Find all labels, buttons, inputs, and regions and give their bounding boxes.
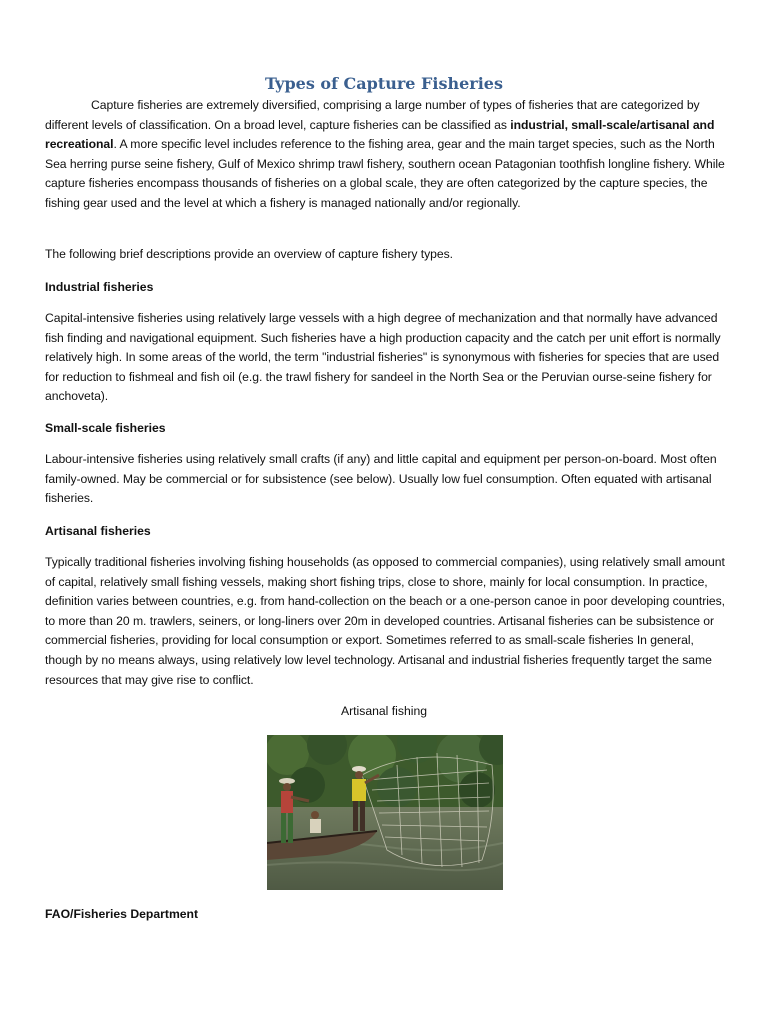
page-title: Types of Capture Fisheries: [265, 74, 503, 93]
section-text-artisanal: Typically traditional fisheries involving fishing households (as opposed to commercial companies), using relatively small amount of capital, relatively small fishing vessels, making short fishing trips, close to shore, mainly for local consumption. In practice, definition varies between countries, e.g. from hand-collection on the beach or a one-person canoe in poor developing countries, to more than 20 m. trawlers, seiners, or long-liners over 20m in developed countries. Artisanal fisheries can be subsistence or commercial fisheries, providing for local consumption or export. Sometimes referred to as small-scale fisheries In general, though by no means always, using relatively low level technology. Artisanal and industrial fisheries frequently target the same resources that may give rise to conflict.: [45, 555, 725, 687]
artisanal-fishing-photo: [267, 735, 503, 890]
figure-caption: Artisanal fishing: [340, 704, 428, 718]
source-footer: FAO/Fisheries Department: [45, 907, 199, 921]
intro-text-2: . A more specific level includes reference to the fishing area, gear and the main target species, such as the North Sea herring purse seine fishery, Gulf of Mexico shrimp trawl fishery, southern ocean Patagonian toothfish longline fishery. While capture fisheries encompass thousands of fisheries on a global scale, they are often categorized by the capture species, the fishing gear used and the level at which a fishery is managed nationally and/or regionally.: [45, 137, 725, 210]
section-text-industrial: Capital-intensive fisheries using relatively large vessels with a high degree of mechanization and that normally have advanced fish finding and navigational equipment. Such fisheries have a high production capacity and the catch per unit effort is normally relatively high. In some areas of the world, the term "industrial fisheries" is synonymous with fisheries for species that are used for reduction to fishmeal and fish oil (e.g. the trawl fishery for sandeel in the North Sea or the Peruvian ourse-seine fishery for anchoveta).: [45, 311, 721, 404]
intro-text-1: Capture fisheries are extremely diversified, comprising a large number of types of fisheries that are categorized by different levels of classification. On a broad level, capture fisheries can be classified as: [45, 98, 700, 132]
intro-bold-text: industrial, small-scale/artisanal and recreational: [45, 117, 715, 152]
section-heading-industrial: Industrial fisheries: [45, 280, 154, 294]
section-text-small-scale: Labour-intensive fisheries using relatively small crafts (if any) and little capital and equipment per person-on-board. Most often family-owned. May be commercial or for subsistence (see below). Usually low fuel consumption. Often equated with artisanal fisheries.: [45, 452, 717, 506]
section-heading-artisanal: Artisanal fisheries: [45, 524, 151, 538]
intro-paragraph: [45, 96, 725, 214]
overview-paragraph: The following brief descriptions provide an overview of capture fishery types.: [45, 247, 453, 261]
section-heading-small-scale: Small-scale fisheries: [45, 421, 166, 435]
